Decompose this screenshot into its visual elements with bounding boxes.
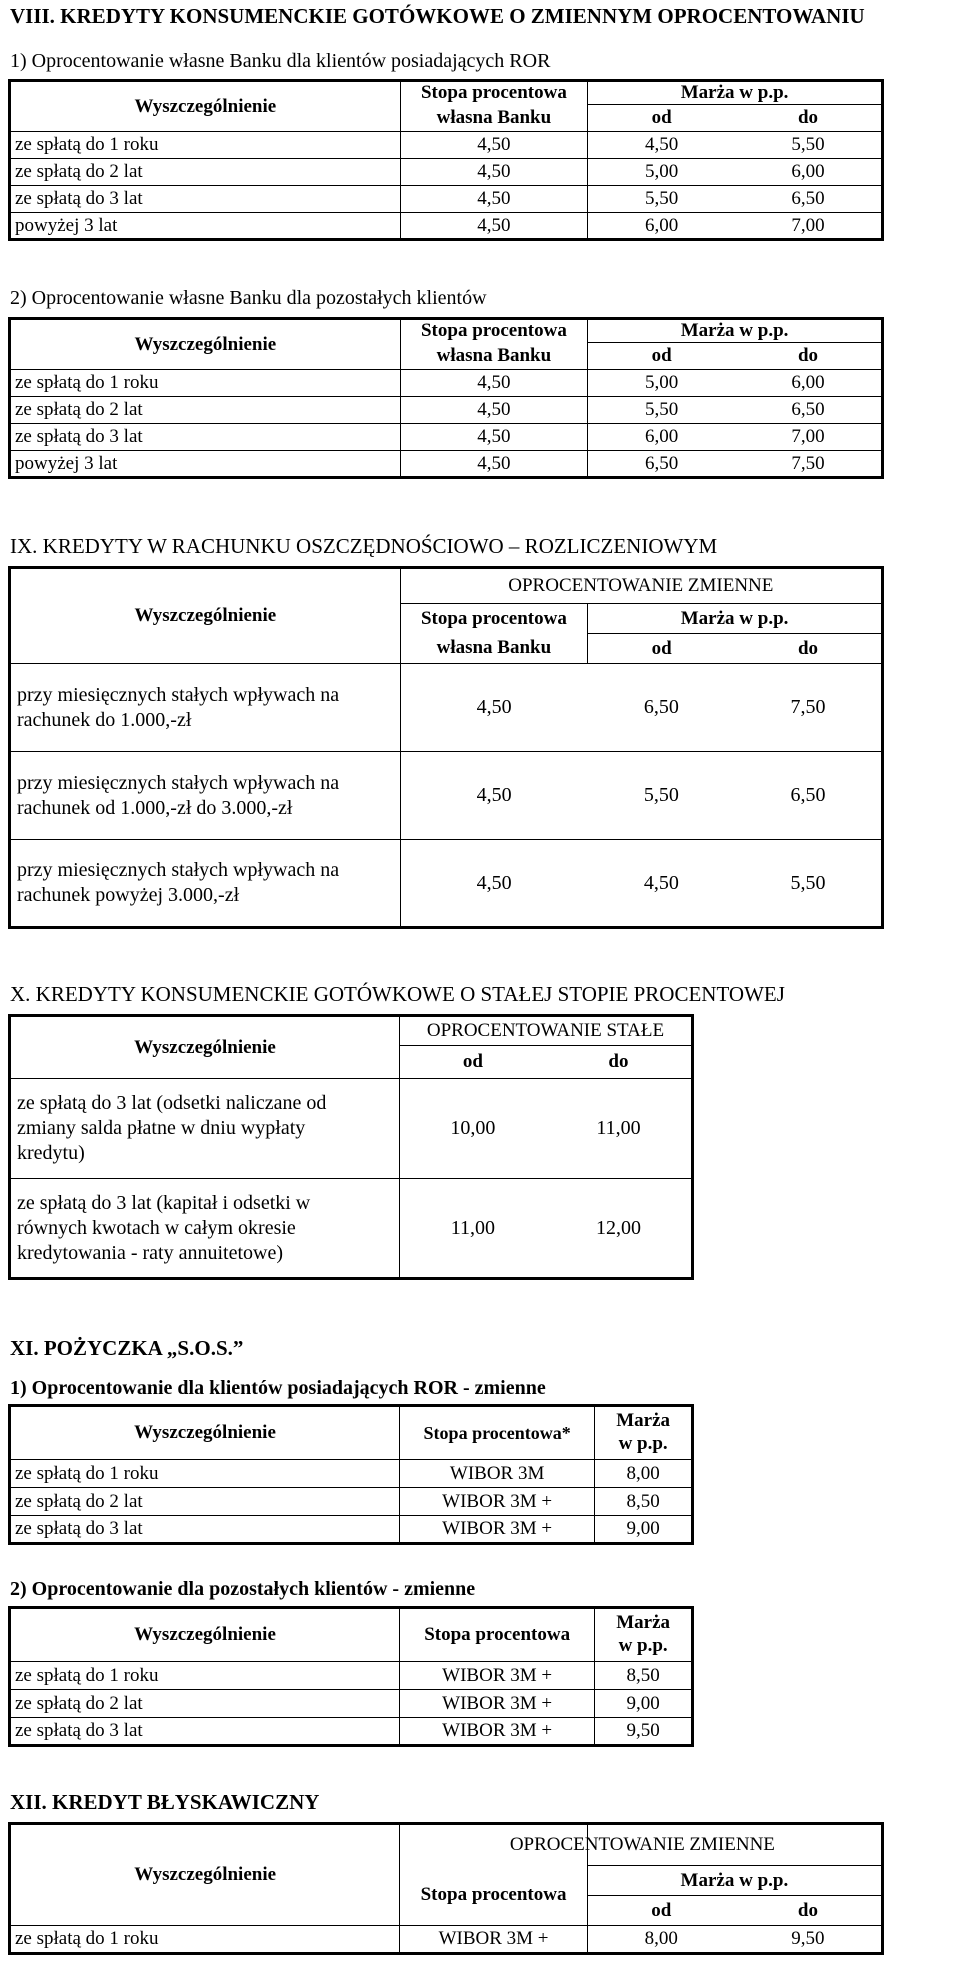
margin-cell: 9,50 bbox=[595, 1718, 693, 1746]
od-cell: 6,00 bbox=[588, 424, 735, 451]
table-row bbox=[10, 1460, 693, 1488]
table-row bbox=[10, 397, 883, 424]
od-cell: 8,00 bbox=[587, 1926, 735, 1954]
header-marza: Marża w p.p. bbox=[588, 319, 883, 343]
row-label-line-3: kredytu) bbox=[17, 1142, 85, 1164]
row-label-line-1: ze spłatą do 3 lat (kapitał i odsetki w bbox=[17, 1191, 311, 1214]
header-do: do bbox=[735, 634, 882, 664]
row-label: ze spłatą do 2 lat bbox=[10, 397, 401, 424]
header-oprocentowanie-stale: OPROCENTOWANIE STAŁE bbox=[399, 1016, 692, 1046]
header-wyszczegolnienie: Wyszczególnienie bbox=[10, 81, 401, 132]
row-label-line-1: przy miesięcznych stałych wpływach na bbox=[17, 771, 340, 794]
rate-cell: 4,50 bbox=[400, 132, 588, 159]
rate-cell: 4,50 bbox=[400, 370, 588, 397]
table-viii-1 bbox=[8, 79, 884, 241]
header-od: od bbox=[588, 634, 735, 664]
margin-cell: 8,50 bbox=[595, 1488, 693, 1516]
row-label: ze spłatą do 2 lat bbox=[10, 1690, 400, 1718]
row-label bbox=[10, 1179, 400, 1279]
header-wlasna-banku: własna Banku bbox=[400, 105, 588, 132]
od-cell: 5,00 bbox=[588, 370, 735, 397]
header-wyszczegolnienie: Wyszczególnienie bbox=[10, 1016, 400, 1079]
table-row bbox=[10, 1926, 883, 1954]
rate-cell: WIBOR 3M + bbox=[400, 1690, 595, 1718]
table-row bbox=[10, 1718, 693, 1746]
margin-cell: 9,00 bbox=[595, 1516, 693, 1544]
header-wyszczegolnienie: Wyszczególnienie bbox=[10, 1406, 400, 1460]
row-label: ze spłatą do 1 roku bbox=[10, 1460, 400, 1488]
row-label: powyżej 3 lat bbox=[10, 213, 401, 240]
rate-cell: 4,50 bbox=[400, 424, 588, 451]
rate-cell: WIBOR 3M + bbox=[400, 1662, 595, 1690]
row-label bbox=[10, 1079, 400, 1179]
do-cell: 5,50 bbox=[735, 840, 882, 928]
od-cell: 6,00 bbox=[588, 213, 735, 240]
header-wlasna-banku: własna Banku bbox=[400, 343, 588, 370]
table-row bbox=[10, 370, 883, 397]
od-cell: 5,50 bbox=[588, 186, 735, 213]
header-stopa: Stopa procentowa bbox=[400, 604, 588, 634]
row-label: ze spłatą do 2 lat bbox=[10, 1488, 400, 1516]
header-do: do bbox=[735, 105, 882, 132]
section-viii-title: VIII. KREDYTY KONSUMENCKIE GOTÓWKOWE O ZMIENNYM OPROCENTOWANIU bbox=[10, 4, 865, 28]
row-label: ze spłatą do 2 lat bbox=[10, 159, 401, 186]
row-label: ze spłatą do 3 lat bbox=[10, 186, 401, 213]
row-label: ze spłatą do 3 lat bbox=[10, 1718, 400, 1746]
header-marza: Marża w p.p. bbox=[587, 1866, 882, 1896]
do-cell: 7,00 bbox=[735, 424, 882, 451]
do-cell: 5,50 bbox=[735, 132, 882, 159]
section-xi-title: XI. POŻYCZKA „S.O.S.” bbox=[10, 1336, 244, 1360]
table-row bbox=[10, 752, 883, 840]
rate-cell: 4,50 bbox=[400, 664, 588, 752]
do-cell: 7,50 bbox=[735, 664, 882, 752]
section-x-title: X. KREDYTY KONSUMENCKIE GOTÓWKOWE O STAŁEJ STOPIE PROCENTOWEJ bbox=[10, 982, 785, 1006]
row-label-line-2: równych kwotach w całym okresie bbox=[17, 1216, 296, 1239]
od-cell: 6,50 bbox=[588, 664, 735, 752]
row-label-line-1: przy miesięcznych stałych wpływach na bbox=[17, 859, 340, 881]
do-cell: 6,50 bbox=[735, 397, 882, 424]
row-label-line-1: ze spłatą do 3 lat (odsetki naliczane od bbox=[17, 1092, 327, 1114]
header-od: od bbox=[399, 1046, 546, 1079]
do-cell: 6,00 bbox=[735, 159, 882, 186]
od-cell: 5,00 bbox=[588, 159, 735, 186]
table-row bbox=[10, 424, 883, 451]
row-label-line-2: rachunek powyżej 3.000,-zł bbox=[17, 884, 240, 906]
od-cell: 4,50 bbox=[588, 132, 735, 159]
header-marza: Marża w p.p. bbox=[588, 604, 883, 634]
header-stopa: Stopa procentowa bbox=[400, 1608, 595, 1662]
do-cell: 6,50 bbox=[735, 186, 882, 213]
rate-cell: 4,50 bbox=[400, 159, 588, 186]
header-wyszczegolnienie: Wyszczególnienie bbox=[10, 568, 401, 664]
table-row bbox=[10, 664, 883, 752]
row-label-line-2: zmiany salda płatne w dniu wypłaty bbox=[17, 1117, 306, 1139]
header-od: od bbox=[588, 105, 735, 132]
row-label-line-2: rachunek od 1.000,-zł do 3.000,-zł bbox=[17, 796, 293, 819]
rate-cell: WIBOR 3M + bbox=[400, 1926, 587, 1954]
section-xii-title: XII. KREDYT BŁYSKAWICZNY bbox=[10, 1790, 320, 1814]
od-cell: 10,00 bbox=[399, 1079, 546, 1179]
rate-cell: 4,50 bbox=[400, 186, 588, 213]
table-row bbox=[10, 1179, 693, 1279]
header-do: do bbox=[735, 1896, 883, 1926]
header-oprocentowanie-zmienne: OPROCENTOWANIE ZMIENNE bbox=[400, 568, 882, 604]
row-label: ze spłatą do 1 roku bbox=[10, 1662, 400, 1690]
section-viii-2-subtitle: 2) Oprocentowanie własne Banku dla pozostałych klientów bbox=[10, 287, 487, 309]
row-label: ze spłatą do 3 lat bbox=[10, 424, 401, 451]
table-row bbox=[10, 132, 883, 159]
od-cell: 5,50 bbox=[588, 752, 735, 840]
header-marza-line-2: w p.p. bbox=[618, 1635, 668, 1656]
header-stopa: Stopa procentowa bbox=[400, 81, 588, 105]
rate-cell: 4,50 bbox=[400, 840, 588, 928]
header-od: od bbox=[588, 343, 735, 370]
margin-cell: 8,00 bbox=[595, 1460, 693, 1488]
header-oprocentowanie-zmienne-text: OPROCENTOWANIE ZMIENNE bbox=[509, 1834, 775, 1855]
do-cell: 6,00 bbox=[735, 370, 882, 397]
header-do: do bbox=[735, 343, 882, 370]
header-od: od bbox=[587, 1896, 735, 1926]
header-do: do bbox=[546, 1046, 693, 1079]
header-marza: Marża w p.p. bbox=[588, 81, 883, 105]
table-row bbox=[10, 451, 883, 478]
header-stopa: Stopa procentowa* bbox=[400, 1406, 595, 1460]
do-cell: 7,50 bbox=[735, 451, 882, 478]
table-row bbox=[10, 159, 883, 186]
margin-cell: 8,50 bbox=[595, 1662, 693, 1690]
rate-cell: 4,50 bbox=[400, 213, 588, 240]
row-label: powyżej 3 lat bbox=[10, 451, 401, 478]
od-cell: 4,50 bbox=[588, 840, 735, 928]
header-wyszczegolnienie: Wyszczególnienie bbox=[10, 319, 401, 370]
header-marza-line-1: Marża bbox=[616, 1410, 671, 1432]
rate-cell: 4,50 bbox=[400, 451, 588, 478]
margin-cell: 9,00 bbox=[595, 1690, 693, 1718]
table-row bbox=[10, 1516, 693, 1544]
header-wyszczegolnienie: Wyszczególnienie bbox=[10, 1824, 400, 1926]
row-label bbox=[10, 840, 401, 928]
od-cell: 11,00 bbox=[399, 1179, 546, 1279]
header-stopa: Stopa procentowa bbox=[400, 319, 588, 343]
rate-cell: WIBOR 3M + bbox=[400, 1516, 595, 1544]
header-marza bbox=[595, 1406, 693, 1460]
table-xi-1 bbox=[8, 1404, 694, 1545]
do-cell: 9,50 bbox=[735, 1926, 883, 1954]
rate-cell: 4,50 bbox=[400, 397, 588, 424]
rate-cell: WIBOR 3M bbox=[400, 1460, 595, 1488]
section-viii-1-subtitle: 1) Oprocentowanie własne Banku dla klientów posiadających ROR bbox=[10, 50, 551, 72]
do-cell: 11,00 bbox=[546, 1079, 693, 1179]
od-cell: 6,50 bbox=[588, 451, 735, 478]
header-marza-line-1: Marża bbox=[616, 1612, 671, 1634]
table-row bbox=[10, 1079, 693, 1179]
header-wyszczegolnienie: Wyszczególnienie bbox=[10, 1608, 400, 1662]
section-ix-title: IX. KREDYTY W RACHUNKU OSZCZĘDNOŚCIOWO – ROZLICZENIOWYM bbox=[10, 534, 718, 558]
header-marza-line-2: w p.p. bbox=[618, 1433, 668, 1454]
section-xi-2-subtitle: 2) Oprocentowanie dla pozostałych klientów - zmienne bbox=[10, 1578, 476, 1600]
table-row bbox=[10, 1662, 693, 1690]
table-xii bbox=[8, 1822, 884, 1955]
header-stopa: Stopa procentowa bbox=[400, 1866, 587, 1926]
row-label: ze spłatą do 1 roku bbox=[10, 132, 401, 159]
row-label: ze spłatą do 1 roku bbox=[10, 1926, 400, 1954]
table-row bbox=[10, 840, 883, 928]
header-oprocentowanie-zmienne bbox=[509, 1824, 882, 1866]
do-cell: 6,50 bbox=[735, 752, 882, 840]
table-row bbox=[10, 1488, 693, 1516]
od-cell: 5,50 bbox=[588, 397, 735, 424]
table-row bbox=[10, 186, 883, 213]
rate-cell: WIBOR 3M + bbox=[400, 1718, 595, 1746]
section-xi-1-subtitle: 1) Oprocentowanie dla klientów posiadających ROR - zmienne bbox=[10, 1377, 546, 1399]
row-label-line-1: przy miesięcznych stałych wpływach na bbox=[17, 683, 340, 706]
rate-cell: WIBOR 3M + bbox=[400, 1488, 595, 1516]
row-label bbox=[10, 752, 401, 840]
table-x bbox=[8, 1014, 694, 1280]
do-cell: 7,00 bbox=[735, 213, 882, 240]
row-label bbox=[10, 664, 401, 752]
row-label: ze spłatą do 1 roku bbox=[10, 370, 401, 397]
header-marza bbox=[595, 1608, 693, 1662]
table-row bbox=[10, 213, 883, 240]
table-viii-2 bbox=[8, 317, 884, 479]
row-label-line-3: kredytowania - raty annuitetowe) bbox=[17, 1241, 284, 1264]
header-wlasna-banku: własna Banku bbox=[400, 634, 588, 664]
table-row bbox=[10, 1690, 693, 1718]
table-ix bbox=[8, 566, 884, 929]
do-cell: 12,00 bbox=[546, 1179, 693, 1279]
table-xi-2 bbox=[8, 1606, 694, 1747]
row-label-line-2: rachunek do 1.000,-zł bbox=[17, 708, 192, 731]
rate-cell: 4,50 bbox=[400, 752, 588, 840]
row-label: ze spłatą do 3 lat bbox=[10, 1516, 400, 1544]
